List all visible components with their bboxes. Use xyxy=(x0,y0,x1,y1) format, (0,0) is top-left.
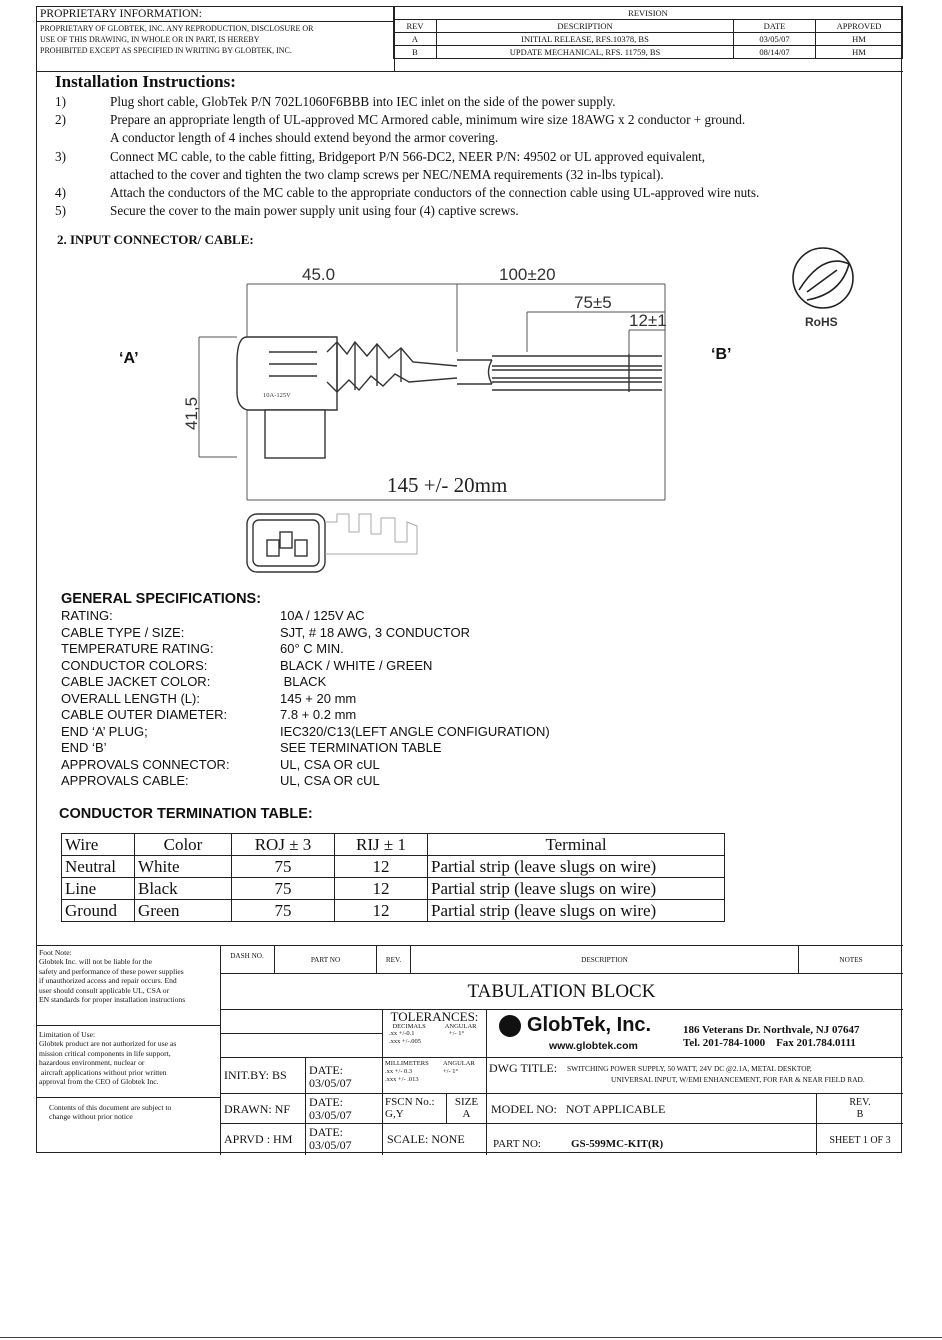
date-value: 03/05/07 xyxy=(309,1076,352,1090)
spec-value: UL, CSA OR cUL xyxy=(280,773,380,788)
spec-key: APPROVALS CABLE: xyxy=(61,773,189,788)
spec-value: 145 + 20 mm xyxy=(280,690,357,706)
dim-45: 45.0 xyxy=(302,265,336,284)
description-header: DESCRIPTION xyxy=(411,946,799,974)
footnote-line: EN standards for proper installation instructions xyxy=(39,995,186,1005)
install-step xyxy=(55,202,895,220)
install-step xyxy=(55,184,895,202)
plug-rating: 10A-125V xyxy=(263,392,291,399)
part-value: GS-599MC-KIT(R) xyxy=(570,1138,664,1150)
dwg-title-line: SWITCHING POWER SUPPLY, 50 WATT, 24V DC @2.1A, METAL DESKTOP, xyxy=(567,1064,812,1073)
table-cell: 12 xyxy=(335,856,428,878)
tol-value: .xx +/- 0.3 xyxy=(385,1068,413,1075)
spec-value: 60° C MIN. xyxy=(280,641,344,656)
title-block xyxy=(37,945,903,1155)
notes-header: NOTES xyxy=(799,946,903,974)
rev-cell xyxy=(817,1094,903,1124)
rev-col: APPROVED xyxy=(816,20,903,33)
dim-41: 41,5 xyxy=(182,396,201,430)
date-label: DATE: xyxy=(309,1125,343,1139)
install-step xyxy=(55,93,895,111)
rev-cell: HM xyxy=(816,33,903,46)
spec-row xyxy=(61,707,550,724)
dwg-title-block xyxy=(487,1058,903,1094)
rev-col: REV xyxy=(394,20,437,33)
spec-key: RATING: xyxy=(61,608,113,623)
rev-cell: A xyxy=(394,33,437,46)
fscn-value: G,Y xyxy=(385,1108,404,1120)
proprietary-line: PROPRIETARY OF GLOBTEK, INC. ANY REPRODUCTION, DISCLOSURE OR xyxy=(40,24,314,33)
spec-value: IEC320/C13(LEFT ANGLE CONFIGURATION) xyxy=(280,723,550,739)
column-header: RIJ ± 1 xyxy=(335,834,428,856)
date-value: 03/05/07 xyxy=(309,1108,352,1122)
tol-angular-value: +/- 1° xyxy=(443,1068,459,1075)
header-block xyxy=(37,7,903,72)
table-row xyxy=(62,878,725,900)
step-text: Attach the conductors of the MC cable to the appropriate conductors of the connection cable using UL-approved wire nuts. xyxy=(110,185,760,201)
table-cell: Line xyxy=(62,878,135,900)
step-text: Plug short cable, GlobTek P/N 702L1060F6BBB into IEC inlet on the side of the power supply. xyxy=(110,94,616,109)
part-no-header: PART NO xyxy=(275,946,377,974)
table-cell: Partial strip (leave slugs on wire) xyxy=(428,878,725,900)
dim-12: 12±1 xyxy=(629,311,667,330)
footnote-line: Foot Note: xyxy=(39,948,72,957)
footnote-line: if unauthorized access and repair occurs. End xyxy=(39,976,177,986)
spec-value: 10A / 125V AC xyxy=(280,608,365,623)
spec-value: BLACK xyxy=(280,674,327,689)
tol-value: .xx +/-0.1 xyxy=(389,1030,415,1037)
table-header xyxy=(62,834,725,856)
step-text: Prepare an appropriate length of UL-approved MC Armored cable, minimum wire size 18AWG x 2 conductor + ground. xyxy=(110,112,746,128)
step-text: A conductor length of 4 inches should extend beyond the armor covering. xyxy=(110,130,499,146)
spec-value: UL, CSA OR cUL xyxy=(280,756,380,772)
spec-value: BLACK / WHITE / GREEN xyxy=(280,657,433,673)
step-number: 4) xyxy=(55,185,66,201)
table-cell: 12 xyxy=(335,878,428,900)
proprietary-block xyxy=(37,7,395,71)
spec-value: 7.8 + 0.2 mm xyxy=(280,707,357,722)
spec-key: END ‘A’ PLUG; xyxy=(61,723,148,739)
column-header: Terminal xyxy=(428,834,725,856)
spec-key: CABLE TYPE / SIZE: xyxy=(61,624,185,640)
step-text: Connect MC cable, to the cable fitting, Bridgeport P/N 566-DC2, NEER P/N: 49502 or UL approved equivalent, xyxy=(110,148,706,164)
termination-title: CONDUCTOR TERMINATION TABLE: xyxy=(59,806,313,822)
table-cell: Ground xyxy=(62,900,135,922)
spec-key: APPROVALS CONNECTOR: xyxy=(61,756,230,772)
spec-key: OVERALL LENGTH (L): xyxy=(61,690,200,706)
spec-value: SEE TERMINATION TABLE xyxy=(280,740,442,755)
tol-value: .xxx +/-.005 xyxy=(389,1038,422,1045)
table-cell: 75 xyxy=(232,900,335,922)
company-address: 186 Veterans Dr. Northvale, NJ 07647 xyxy=(683,1024,860,1036)
tolerances-title: TOLERANCES: xyxy=(390,1009,479,1024)
table-cell: Neutral xyxy=(62,856,135,878)
contents-note: Contents of this document are subject to xyxy=(49,1103,172,1112)
spec-row xyxy=(61,641,550,658)
table-cell: Green xyxy=(135,900,232,922)
footnote-line: user should consult applicable UL, CSA or xyxy=(39,985,170,995)
step-text: Secure the cover to the main power supply unit using four (4) captive screws. xyxy=(110,203,519,219)
spec-row xyxy=(61,608,550,625)
contents-note: change without prior notice xyxy=(49,1112,133,1122)
table-cell: Partial strip (leave slugs on wire) xyxy=(428,856,725,878)
date-label: DATE: xyxy=(309,1063,343,1077)
table-cell: 75 xyxy=(232,878,335,900)
spec-row xyxy=(61,757,550,774)
install-step xyxy=(55,111,895,147)
rev-cell: HM xyxy=(816,46,903,59)
dim-100: 100±20 xyxy=(499,265,556,284)
spec-row xyxy=(61,625,550,642)
limitation-line: Limitation of Use: xyxy=(39,1030,96,1039)
spec-key: CONDUCTOR COLORS: xyxy=(61,657,208,673)
spec-key: END ‘B’ xyxy=(61,740,107,755)
sheet-number: SHEET 1 OF 3 xyxy=(829,1135,891,1146)
spec-row xyxy=(61,724,550,741)
section-title: 2. INPUT CONNECTOR/ CABLE: xyxy=(57,232,254,247)
spec-row xyxy=(61,691,550,708)
empty-cell xyxy=(220,1010,383,1034)
limitation-line: Globtek product are not authorized for use as xyxy=(39,1039,177,1049)
rev-cell: B xyxy=(394,46,437,59)
spec-row xyxy=(61,674,550,691)
part-number-cell xyxy=(487,1124,817,1155)
table-cell: 12 xyxy=(335,900,428,922)
footnote-block xyxy=(37,946,221,1155)
step-number: 2) xyxy=(55,112,66,128)
drawing-sheet xyxy=(36,6,902,1153)
limitation-line: hazardous environment, nuclear or xyxy=(39,1058,145,1068)
install-steps xyxy=(55,93,895,220)
table-row xyxy=(62,856,725,878)
end-b-label: ‘B’ xyxy=(711,346,732,363)
column-header: Color xyxy=(135,834,232,856)
tol-decimals: DECIMALS xyxy=(392,1023,426,1030)
proprietary-line: USE OF THIS DRAWING, IN WHOLE OR IN PART, IS HEREBY xyxy=(40,35,260,44)
rohs-text: RoHS xyxy=(805,315,838,329)
limitation-line: aircraft applications without prior written xyxy=(39,1067,167,1077)
step-text: attached to the cover and tighten the two clamp screws per NEC/NEMA requirements (32 in-lbs typical). xyxy=(110,166,664,182)
end-a-label: ‘A’ xyxy=(119,350,139,367)
size-cell xyxy=(447,1094,487,1124)
spec-key: CABLE JACKET COLOR: xyxy=(61,674,211,689)
footnote-line: Globtek Inc. will not be liable for the xyxy=(39,957,153,967)
size-value: A xyxy=(462,1108,471,1120)
init-date xyxy=(306,1058,383,1094)
column-header: ROJ ± 3 xyxy=(232,834,335,856)
install-step xyxy=(55,148,895,184)
dwg-title-label: DWG TITLE: xyxy=(489,1061,558,1075)
rev-col: DESCRIPTION xyxy=(437,20,734,33)
revision-block xyxy=(394,7,903,71)
dim-75: 75±5 xyxy=(574,293,612,312)
approved-by: APRVD : HM xyxy=(220,1124,306,1155)
mm-tolerances xyxy=(383,1058,487,1094)
empty-cell xyxy=(220,1034,383,1058)
company-phone: Tel. 201-784-1000 Fax 201.784.0111 xyxy=(683,1037,856,1049)
cable-drawing xyxy=(37,242,903,582)
part-label: PART NO: xyxy=(493,1138,541,1150)
rev-value: B xyxy=(856,1109,864,1120)
tol-value: .xxx +/- .013 xyxy=(385,1076,419,1083)
model-number: MODEL NO: NOT APPLICABLE xyxy=(487,1094,817,1124)
limitation-line: mission critical components in life support, xyxy=(39,1048,171,1058)
table-cell: Black xyxy=(135,878,232,900)
rev-cell: 08/14/07 xyxy=(734,46,816,59)
rev-cell: INITIAL RELEASE, RFS.10378, BS xyxy=(437,33,734,46)
specs-list xyxy=(61,608,550,790)
tolerances-block xyxy=(383,1010,487,1058)
drawn-by: DRAWN: NF xyxy=(220,1094,306,1124)
drawn-date xyxy=(306,1094,383,1124)
spec-row xyxy=(61,740,550,757)
column-header: Wire xyxy=(62,834,135,856)
init-by: INIT.BY: BS xyxy=(220,1058,306,1094)
company-block xyxy=(487,1010,903,1058)
rev-row xyxy=(394,33,903,46)
company-name: GlobTek, Inc. xyxy=(527,1014,652,1036)
dash-no-header: DASH NO. xyxy=(220,946,275,974)
rev-label: REV. xyxy=(849,1097,871,1108)
page-bottom-rule xyxy=(0,1337,942,1338)
proprietary-title: PROPRIETARY INFORMATION: xyxy=(37,7,394,22)
dim-145: 145 +/- 20mm xyxy=(387,473,508,497)
proprietary-line: PROHIBITED EXCEPT AS SPECIFIED IN WRITING BY GLOBTEK, INC. xyxy=(40,46,292,55)
scale: SCALE: NONE xyxy=(383,1124,487,1155)
dwg-title-line: UNIVERSAL INPUT, W/EMI ENHANCEMENT, FOR FAR & NEAR FIELD RAD. xyxy=(611,1075,865,1084)
approved-date xyxy=(306,1124,383,1155)
size-label: SIZE xyxy=(454,1096,479,1108)
table-cell: 75 xyxy=(232,856,335,878)
company-website: www.globtek.com xyxy=(549,1040,638,1052)
install-title: Installation Instructions: xyxy=(55,72,236,91)
rev-col: DATE xyxy=(734,20,816,33)
rev-row xyxy=(394,46,903,59)
step-number: 5) xyxy=(55,203,66,219)
footnote-line: safety and performance of these power supplies xyxy=(39,966,184,976)
spec-row xyxy=(61,658,550,675)
tabulation-title: TABULATION BLOCK xyxy=(220,974,903,1010)
tol-angular: ANGULAR xyxy=(444,1023,477,1030)
step-number: 3) xyxy=(55,148,66,164)
spec-key: TEMPERATURE RATING: xyxy=(61,641,214,656)
step-number: 1) xyxy=(55,94,66,109)
termination-table xyxy=(61,833,725,922)
globtek-logo-icon xyxy=(499,1015,521,1037)
date-value: 03/05/07 xyxy=(309,1138,352,1152)
specs-title: GENERAL SPECIFICATIONS: xyxy=(61,591,262,607)
tol-angular: ANGULAR xyxy=(443,1060,475,1067)
table-cell: White xyxy=(135,856,232,878)
rev-cell: UPDATE MECHANICAL, RFS. 11759, BS xyxy=(437,46,734,59)
rev-cell: 03/05/07 xyxy=(734,33,816,46)
fscn-cell xyxy=(383,1094,447,1124)
tol-angular-value: +/- 1° xyxy=(449,1030,465,1037)
tol-mm-title: MILLIMETERS xyxy=(385,1060,429,1067)
table-row xyxy=(62,900,725,922)
rev-header: REV. xyxy=(377,946,411,974)
table-cell: Partial strip (leave slugs on wire) xyxy=(428,900,725,922)
spec-key: CABLE OUTER DIAMETER: xyxy=(61,707,228,722)
revision-title: REVISION xyxy=(394,7,903,20)
limitation-line: approval from the CEO of Globtek Inc. xyxy=(39,1077,159,1087)
fscn-label: FSCN No.: xyxy=(385,1096,435,1108)
date-label: DATE: xyxy=(309,1095,343,1109)
spec-value: SJT, # 18 AWG, 3 CONDUCTOR xyxy=(280,624,470,640)
spec-row xyxy=(61,773,550,790)
